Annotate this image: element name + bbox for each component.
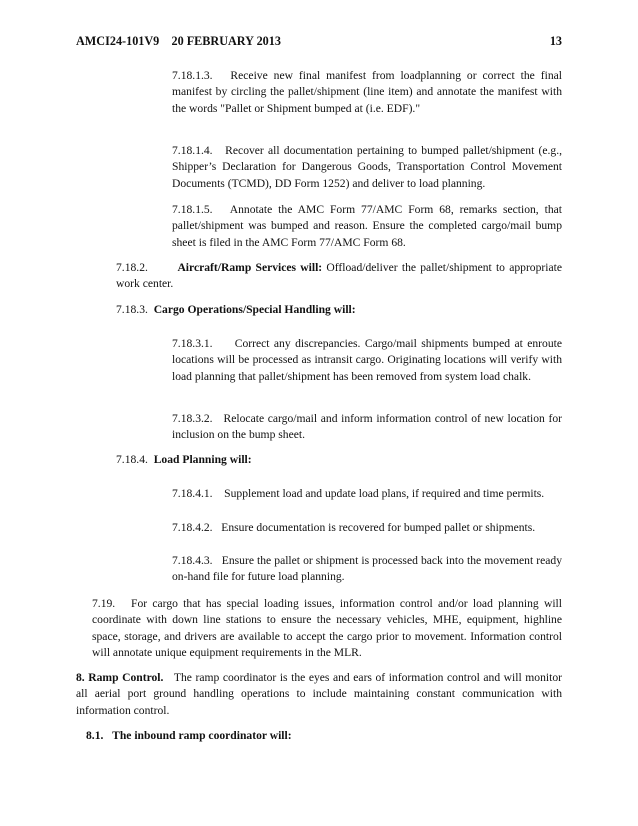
header-date: 20 FEBRUARY 2013 [171,34,281,48]
paragraph-title: Cargo Operations/Special Handling will: [153,303,356,316]
paragraph-text: Offload/deliver the pallet/shipment to appropriate work center. [116,261,562,291]
paragraph-text: Correct any discrepancies. Cargo/mail shipments bumped at enroute locations will be processed as intransit cargo. Originating locations will verify with load planning that pallet/shipment has been removed from system load chalk. [172,337,563,383]
paragraph-7-18-1-3 [172,68,562,117]
paragraph-number: 8.1. [86,729,104,742]
header-doc-info [76,34,281,49]
paragraph-number: 7.18.4.2. [172,521,213,534]
paragraph-text: Supplement load and update load plans, if required and time permits. [224,487,545,500]
paragraph-text: For cargo that has special loading issues, information control and/or load planning will coordinate with down line stations to ensure the necessary vehicles, MHE, equipment, highline space, storage, and drivers are available to accept the cargo prior to movement. Information control will annotate unique equipment requirements in the MLR. [92,597,563,660]
paragraph-7-18-4-3 [172,553,562,586]
paragraph-title: Aircraft/Ramp Services will: [177,261,323,274]
paragraph-number: 7.18.4.1. [172,487,213,500]
paragraph-title: Load Planning will: [153,453,252,466]
paragraph-number: 7.18.1.3. [172,69,213,82]
paragraph-8 [76,670,562,719]
paragraph-number: 7.18.4. [116,453,148,466]
paragraph-title: The inbound ramp coordinator will: [112,729,292,742]
paragraph-7-18-4-1 [172,486,562,502]
paragraph-number: 7.18.4.3. [172,554,213,567]
paragraph-number: 7.18.2. [116,261,148,274]
paragraph-7-18-1-5 [172,202,562,251]
paragraph-7-18-2 [116,260,562,293]
paragraph-number: 7.18.3.1. [172,337,213,350]
page-header [76,34,562,50]
paragraph-7-18-4-2 [172,520,562,536]
paragraph-number: 8. [76,671,85,684]
paragraph-7-19 [92,596,562,662]
paragraph-number: 7.18.3. [116,303,148,316]
page-number: 13 [549,34,562,48]
header-doc-id: AMCI24-101V9 [76,34,160,48]
paragraph-text: Annotate the AMC Form 77/AMC Form 68, remarks section, that pallet/shipment was bumped and reason. Ensure the completed cargo/mail bump sheet is filed in the AMC Form 77/AMC Form 68. [172,203,563,249]
paragraph-title: Ramp Control. [88,671,164,684]
paragraph-7-18-3-1 [172,336,562,385]
paragraph-text: Relocate cargo/mail and inform information control of new location for inclusion on the bump sheet. [172,412,562,442]
paragraph-text: Ensure the pallet or shipment is processed back into the movement ready on-hand file for future load planning. [172,554,562,584]
paragraph-7-18-4 [116,452,562,468]
paragraph-7-18-1-4 [172,143,562,192]
paragraph-7-18-3-2 [172,411,562,444]
paragraph-text: Receive new final manifest from loadplanning or correct the final manifest by circling the pallet/shipment (line item) and annotate the manifest with the words "Pallet or Shipment bumped at (i.e. EDF)." [172,69,562,115]
paragraph-number: 7.18.3.2. [172,412,213,425]
paragraph-number: 7.19. [92,597,116,610]
paragraph-text: Ensure documentation is recovered for bumped pallet or shipments. [221,521,536,534]
paragraph-text: Recover all documentation pertaining to bumped pallet/shipment (e.g., Shipper’s Declaration for Dangerous Goods, Transportation Control Movement Documents (TCMD), DD Form 1252) and deliver to load planning. [172,144,562,190]
paragraph-text: The ramp coordinator is the eyes and ears of information control and will monitor all aerial port ground handling operations to include maintaining constant communication with information control. [76,671,562,717]
paragraph-7-18-3 [116,302,562,318]
paragraph-8-1 [86,728,556,744]
paragraph-number: 7.18.1.4. [172,144,213,157]
paragraph-number: 7.18.1.5. [172,203,213,216]
